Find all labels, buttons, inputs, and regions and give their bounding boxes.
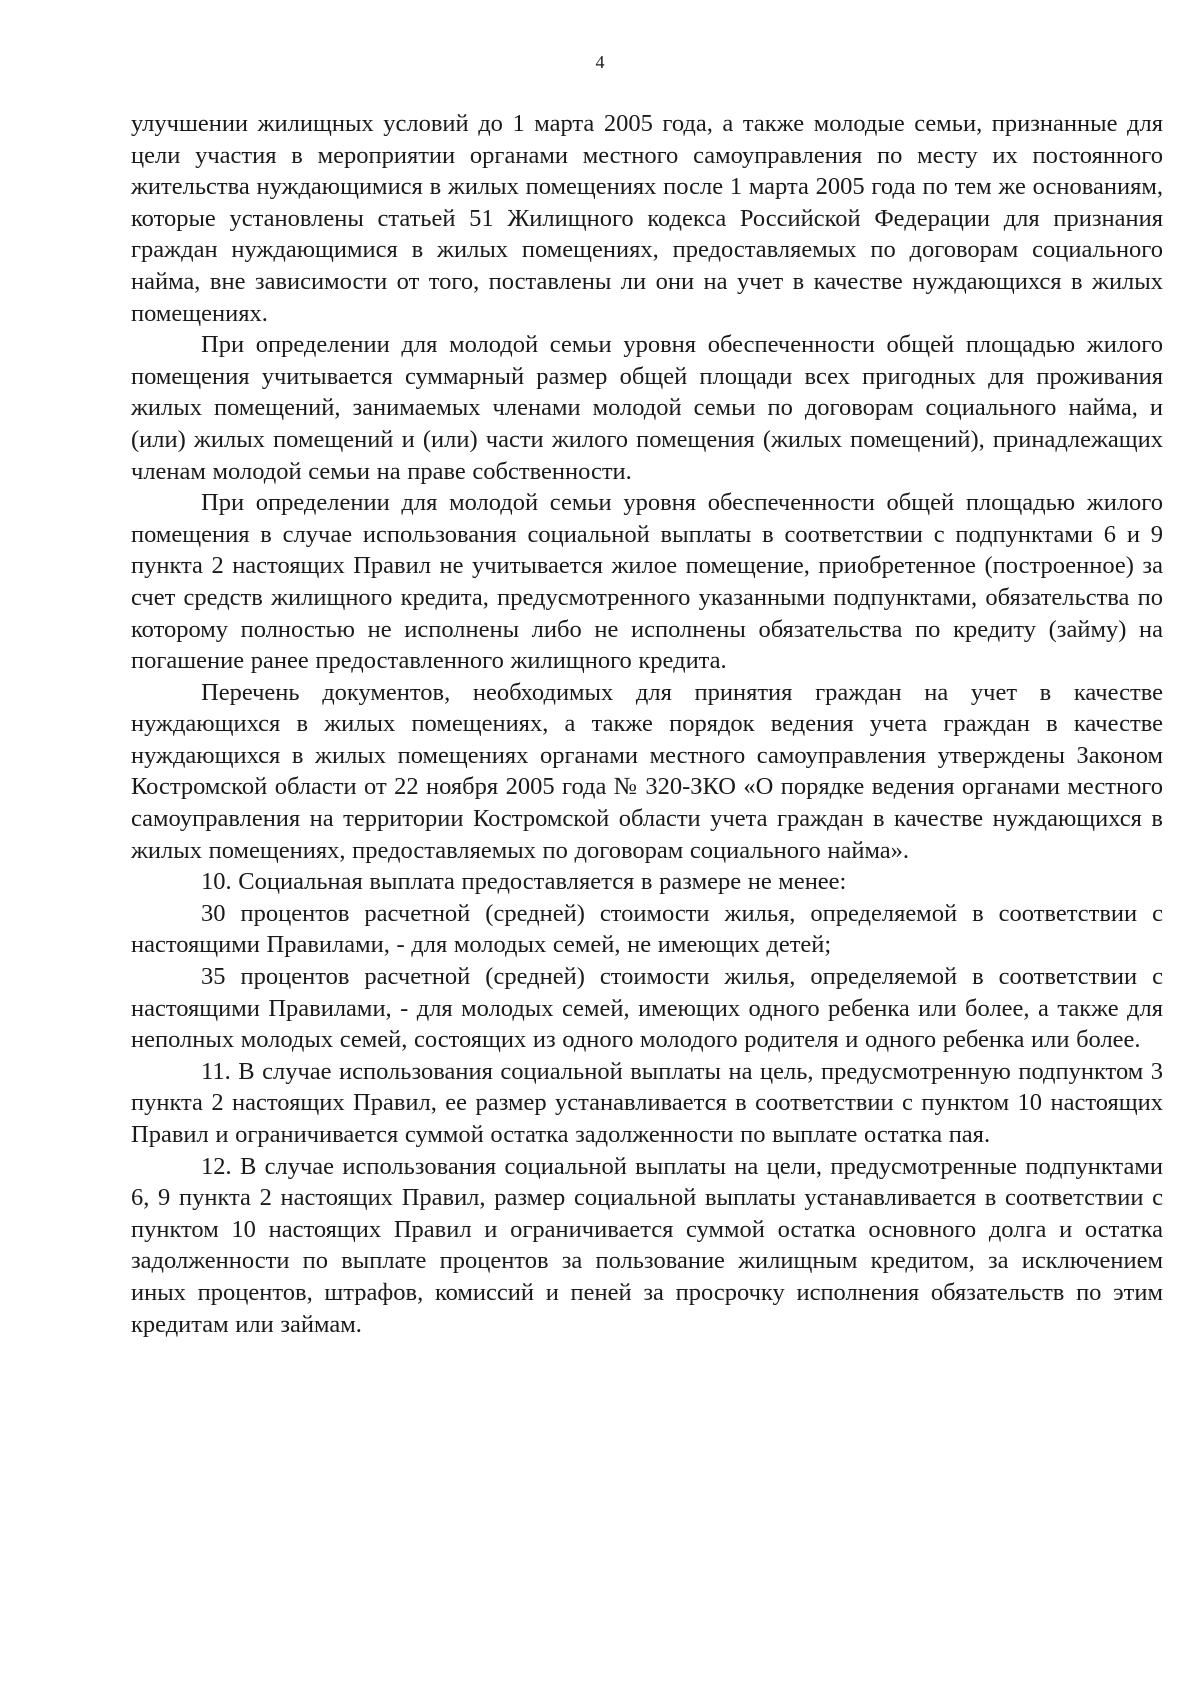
document-body [131, 108, 1163, 1340]
paragraph: 10. Социальная выплата предоставляется в размере не менее: [201, 868, 847, 896]
paragraph: При определении для молодой семьи уровня обеспеченности общей площадью жилого помещения учитывается суммарный размер общей площади всех пригодных для проживания жилых помещений, занимаемых членами молодой семьи по договорам социального найма, и (или) жилых помещений и (или) части жилого помещения (жилых помещений), принадлежащих членам молодой семьи на праве собственности. [131, 331, 1163, 485]
paragraph: 12. В случае использования социальной выплаты на цели, предусмотренные подпунктами 6, 9 пункта 2 настоящих Правил, размер социальной выплаты устанавливается в соответствии с пунктом 10 настоящих Правил и ограничивается суммой остатка основного долга и остатка задолженности по выплате процентов за пользование жилищным кредитом, за исключением иных процентов, штрафов, комиссий и пеней за просрочку исполнения обязательств по этим кредитам или займам. [131, 1152, 1163, 1338]
page-number: 4 [595, 52, 605, 72]
paragraph: 35 процентов расчетной (средней) стоимости жилья, определяемой в соответствии с настоящими Правилами, - для молодых семей, имеющих одного ребенка или более, а также для неполных молодых семей, состоящих из одного молодого родителя и одного ребенка или более. [131, 963, 1163, 1054]
paragraph: При определении для молодой семьи уровня обеспеченности общей площадью жилого помещения в случае использования социальной выплаты в соответствии с подпунктами 6 и 9 пункта 2 настоящих Правил не учитывается жилое помещение, приобретенное (построенное) за счет средств жилищного кредита, предусмотренного указанными подпунктами, обязательства по которому полностью не исполнены либо не исполнены обязательства по кредиту (займу) на погашение ранее предоставленного жилищного кредита. [131, 489, 1163, 675]
paragraph: улучшении жилищных условий до 1 марта 2005 года, а также молодые семьи, признанные для цели участия в мероприятии органами местного самоуправления по месту их постоянного жительства нуждающимися в жилых помещениях после 1 марта 2005 года по тем же основаниям, которые установлены статьей 51 Жилищного кодекса Российской Федерации для признания граждан нуждающимися в жилых помещениях, предоставляемых по договорам социального найма, вне зависимости от того, поставлены ли они на учет в качестве нуждающихся в жилых помещениях. [131, 110, 1163, 327]
paragraph: 11. В случае использования социальной выплаты на цель, предусмотренную подпунктом 3 пункта 2 настоящих Правил, ее размер устанавливается в соответствии с пунктом 10 настоящих Правил и ограничивается суммой остатка задолженности по выплате остатка пая. [131, 1057, 1163, 1148]
paragraph: Перечень документов, необходимых для принятия граждан на учет в качестве нуждающихся в жилых помещениях, а также порядок ведения учета граждан в качестве нуждающихся в жилых помещениях органами местного самоуправления утверждены Законом Костромской области от 22 ноября 2005 года № 320-ЗКО «О порядке ведения органами местного самоуправления на территории Костромской области учета граждан в качестве нуждающихся в жилых помещениях, предоставляемых по договорам социального найма». [131, 678, 1163, 864]
paragraph: 30 процентов расчетной (средней) стоимости жилья, определяемой в соответствии с настоящими Правилами, - для молодых семей, не имеющих детей; [131, 899, 1163, 959]
